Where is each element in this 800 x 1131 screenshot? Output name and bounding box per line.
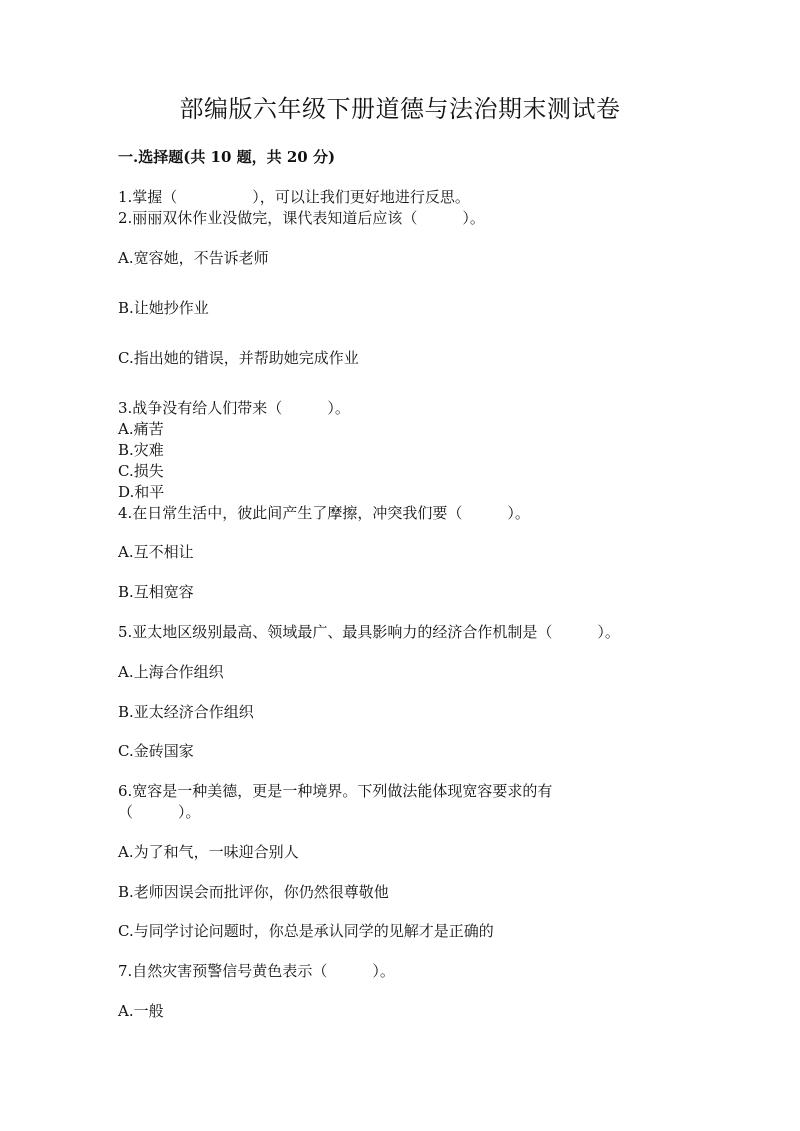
- question-3-option-b: B.灾难: [118, 441, 164, 459]
- question-3-option-a: A.痛苦: [118, 420, 164, 438]
- question-2: 2.丽丽双休作业没做完，课代表知道后应该（ ）。: [118, 209, 485, 227]
- question-6-continuation: （ ）。: [118, 803, 201, 821]
- question-3: 3.战争没有给人们带来（ ）。: [118, 399, 350, 417]
- question-3-option-d: D.和平: [118, 483, 165, 501]
- question-5-option-b: B.亚太经济合作组织: [118, 703, 254, 721]
- question-4-option-b: B.互相宽容: [118, 583, 194, 601]
- question-4: 4.在日常生活中，彼此间产生了摩擦，冲突我们要（ ）。: [118, 504, 530, 522]
- question-6-option-a: A.为了和气，一味迎合别人: [118, 843, 299, 861]
- question-3-option-c: C.损失: [118, 462, 164, 480]
- question-5-option-a: A.上海合作组织: [118, 663, 224, 681]
- exam-title: 部编版六年级下册道德与法治期末测试卷: [179, 95, 621, 123]
- question-5: 5.亚太地区级别最高、领域最广、最具影响力的经济合作机制是（ ）。: [118, 623, 620, 641]
- question-6-option-c: C.与同学讨论问题时，你总是承认同学的见解才是正确的: [118, 922, 494, 940]
- question-5-option-c: C.金砖国家: [118, 742, 194, 760]
- section-heading: 一.选择题(共 10 题，共 20 分): [118, 148, 336, 166]
- question-7: 7.自然灾害预警信号黄色表示（ ）。: [118, 962, 395, 980]
- question-1: 1.掌握（ ），可以让我们更好地进行反思。: [118, 188, 470, 206]
- question-2-option-a: A.宽容她，不告诉老师: [118, 249, 269, 267]
- question-6-option-b: B.老师因误会而批评你，你仍然很尊敬他: [118, 883, 389, 901]
- question-6: 6.宽容是一种美德，更是一种境界。下列做法能体现宽容要求的有: [118, 782, 553, 800]
- question-2-option-b: B.让她抄作业: [118, 299, 209, 317]
- question-2-option-c: C.指出她的错误，并帮助她完成作业: [118, 349, 359, 367]
- question-4-option-a: A.互不相让: [118, 543, 194, 561]
- question-7-option-a: A.一般: [118, 1002, 164, 1020]
